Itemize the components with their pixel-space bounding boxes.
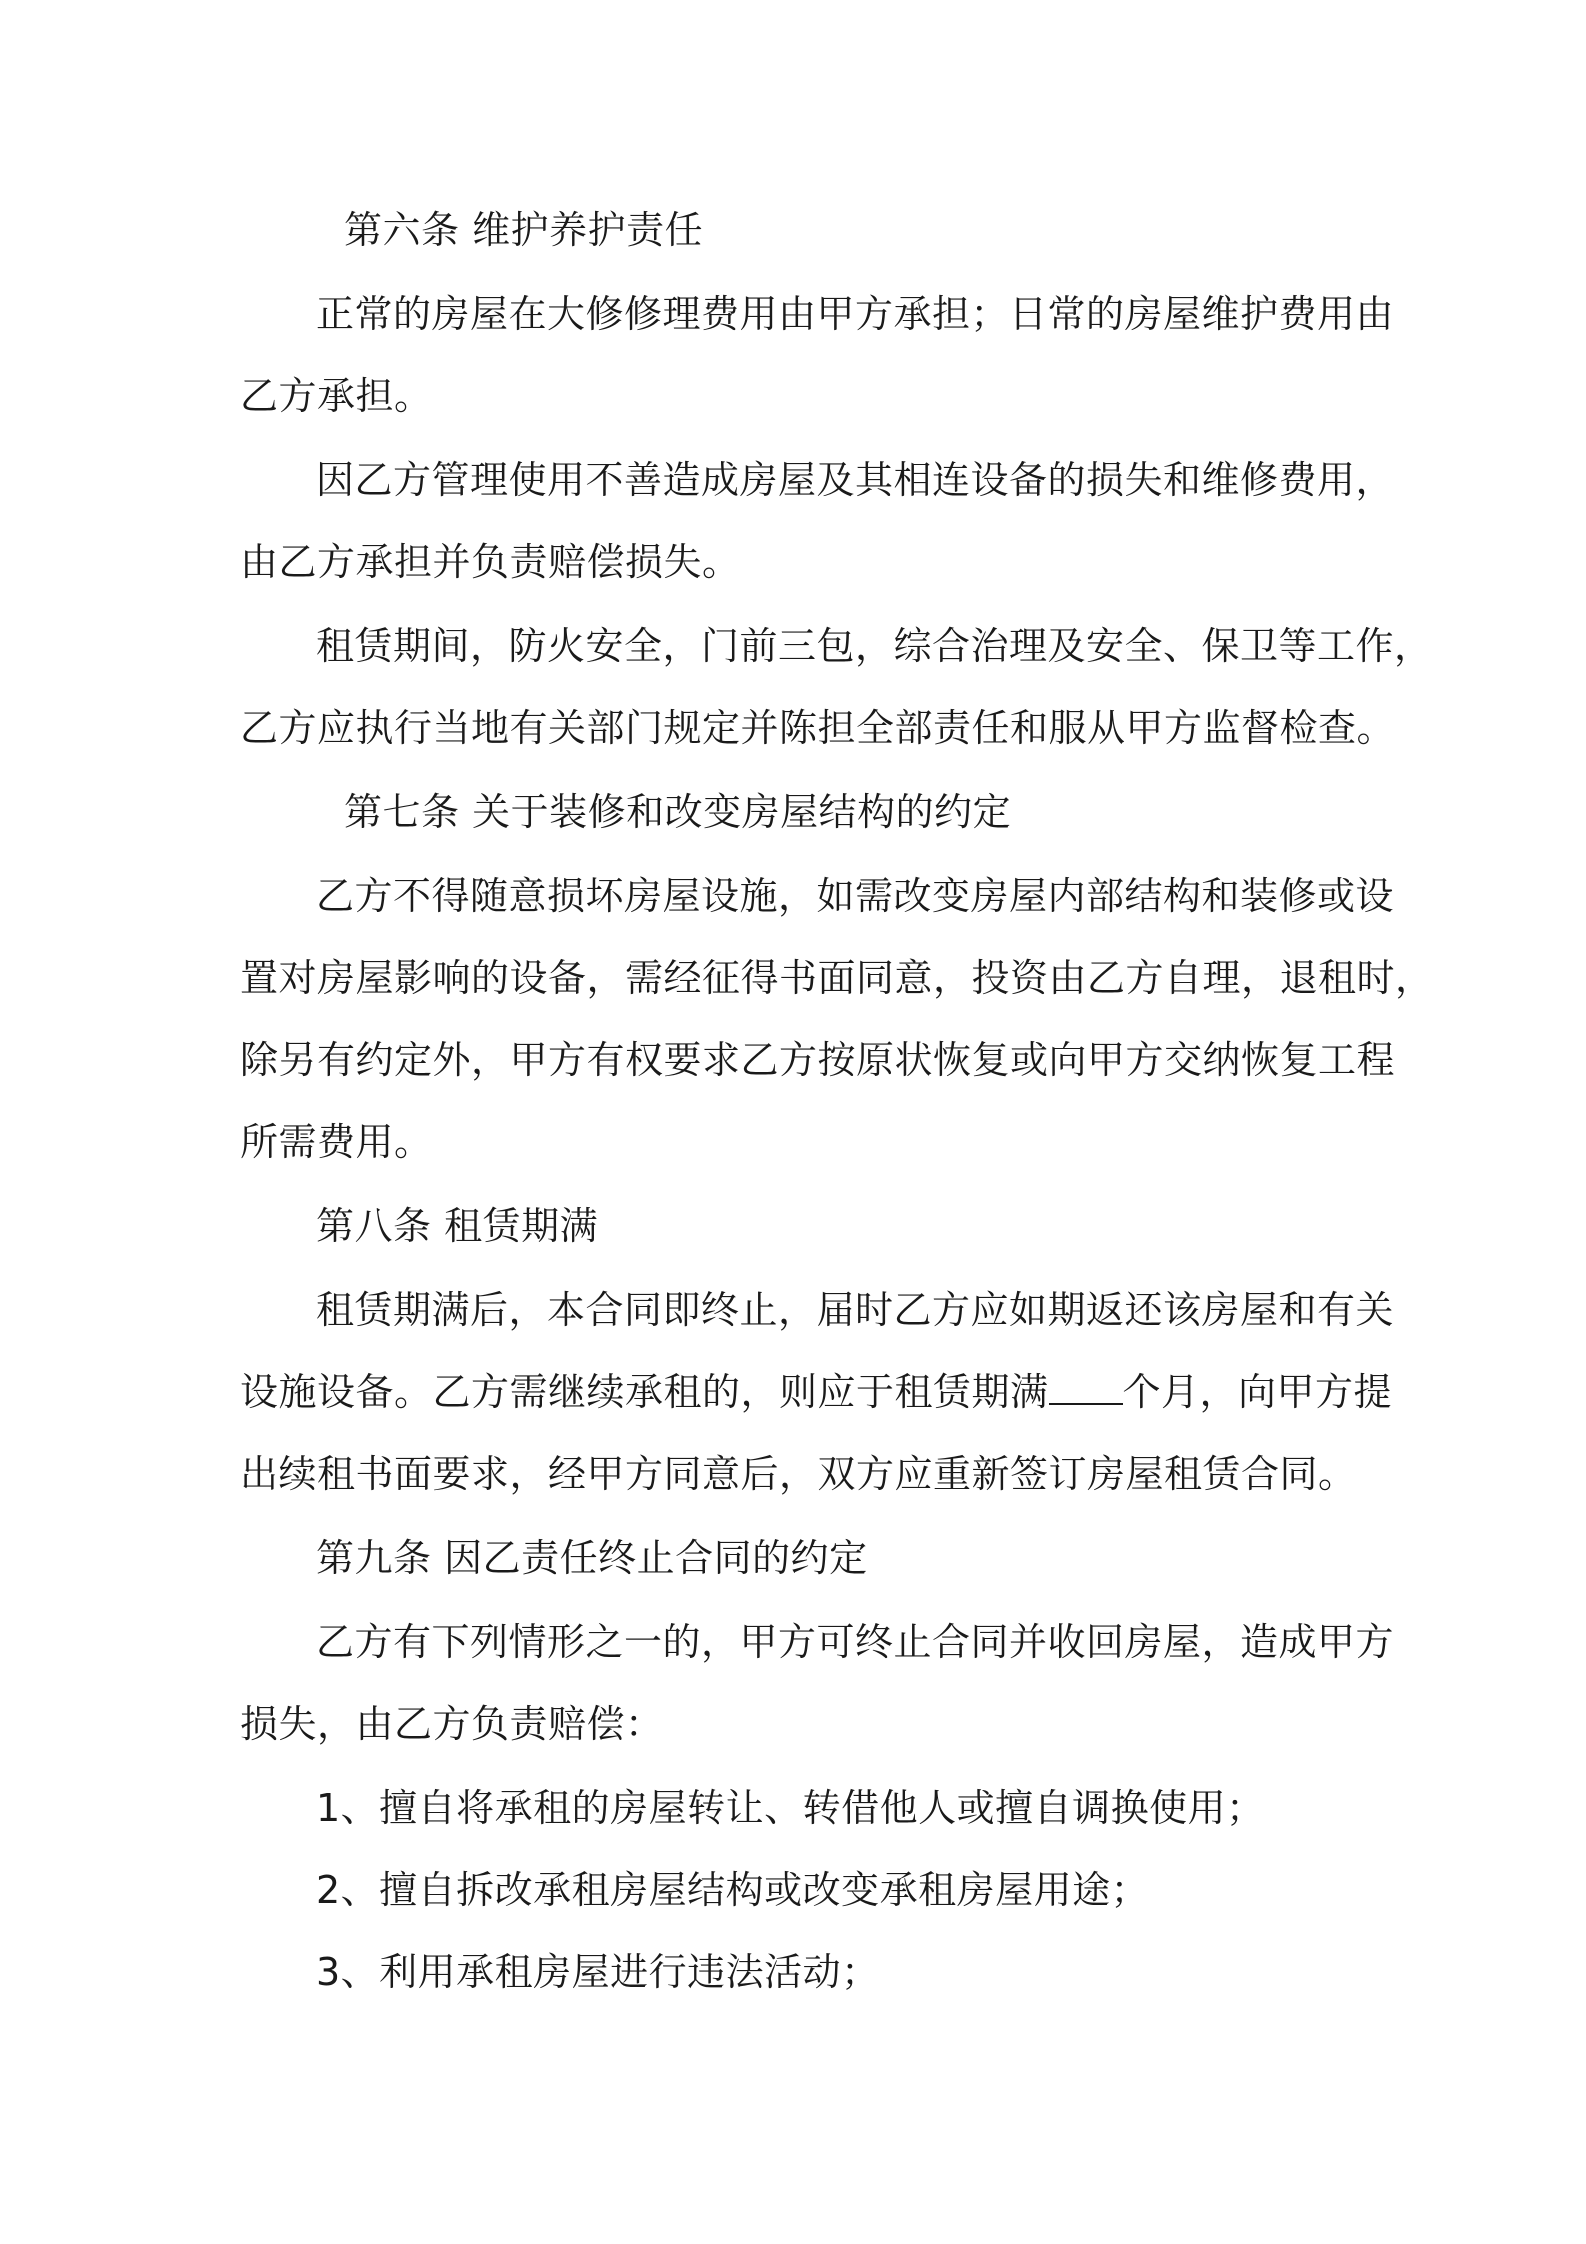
article-8-line-2-before-blank: 设施设备。乙方需继续承租的，则应于租赁期满 <box>240 1370 1049 1414</box>
article-9-list-item-3: 3、利用承租房屋进行违法活动； <box>316 1950 880 1994</box>
article-7-heading: 第七条 关于装修和改变房屋结构的约定 <box>344 790 1012 834</box>
article-8-line-2-after-blank: 个月，向甲方提 <box>1122 1370 1393 1414</box>
article-7-paragraph-1-line-1: 乙方不得随意损坏房屋设施，如需改变房屋内部结构和装修或设 <box>316 874 1395 918</box>
article-7-paragraph-1-line-2: 置对房屋影响的设备，需经征得书面同意，投资由乙方自理，退租时， <box>240 956 1434 1000</box>
article-6-paragraph-1-line-2: 乙方承担。 <box>240 374 433 418</box>
article-9-paragraph-1-line-2: 损失，由乙方负责赔偿： <box>240 1702 664 1746</box>
article-8-paragraph-1-line-2 <box>240 1368 1393 1416</box>
article-6-paragraph-1-line-1: 正常的房屋在大修修理费用由甲方承担；日常的房屋维护费用由 <box>316 292 1395 336</box>
article-7-paragraph-1-line-3: 除另有约定外，甲方有权要求乙方按原状恢复或向甲方交纳恢复工程 <box>240 1038 1396 1082</box>
article-8-heading: 第八条 租赁期满 <box>316 1204 599 1248</box>
article-9-paragraph-1-line-1: 乙方有下列情形之一的，甲方可终止合同并收回房屋，造成甲方 <box>316 1620 1395 1664</box>
article-8-paragraph-1-line-1: 租赁期满后，本合同即终止，届时乙方应如期返还该房屋和有关 <box>316 1288 1395 1332</box>
article-6-paragraph-3-line-2: 乙方应执行当地有关部门规定并陈担全部责任和服从甲方监督检查。 <box>240 706 1396 750</box>
article-6-paragraph-2-line-2: 由乙方承担并负责赔偿损失。 <box>240 540 741 584</box>
article-6-paragraph-3-line-1: 租赁期间，防火安全，门前三包，综合治理及安全、保卫等工作， <box>316 624 1433 668</box>
blank-fill-line <box>1049 1371 1123 1405</box>
article-7-paragraph-1-line-4: 所需费用。 <box>240 1120 433 1164</box>
article-8-paragraph-1-line-3: 出续租书面要求，经甲方同意后，双方应重新签订房屋租赁合同。 <box>240 1452 1357 1496</box>
article-9-list-item-1: 1、擅自将承租的房屋转让、转借他人或擅自调换使用； <box>316 1786 1265 1830</box>
article-9-list-item-2: 2、擅自拆改承租房屋结构或改变承租房屋用途； <box>316 1868 1150 1912</box>
article-6-heading: 第六条 维护养护责任 <box>344 208 704 252</box>
article-6-paragraph-2-line-1: 因乙方管理使用不善造成房屋及其相连设备的损失和维修费用， <box>316 458 1395 502</box>
article-9-heading: 第九条 因乙责任终止合同的约定 <box>316 1536 868 1580</box>
